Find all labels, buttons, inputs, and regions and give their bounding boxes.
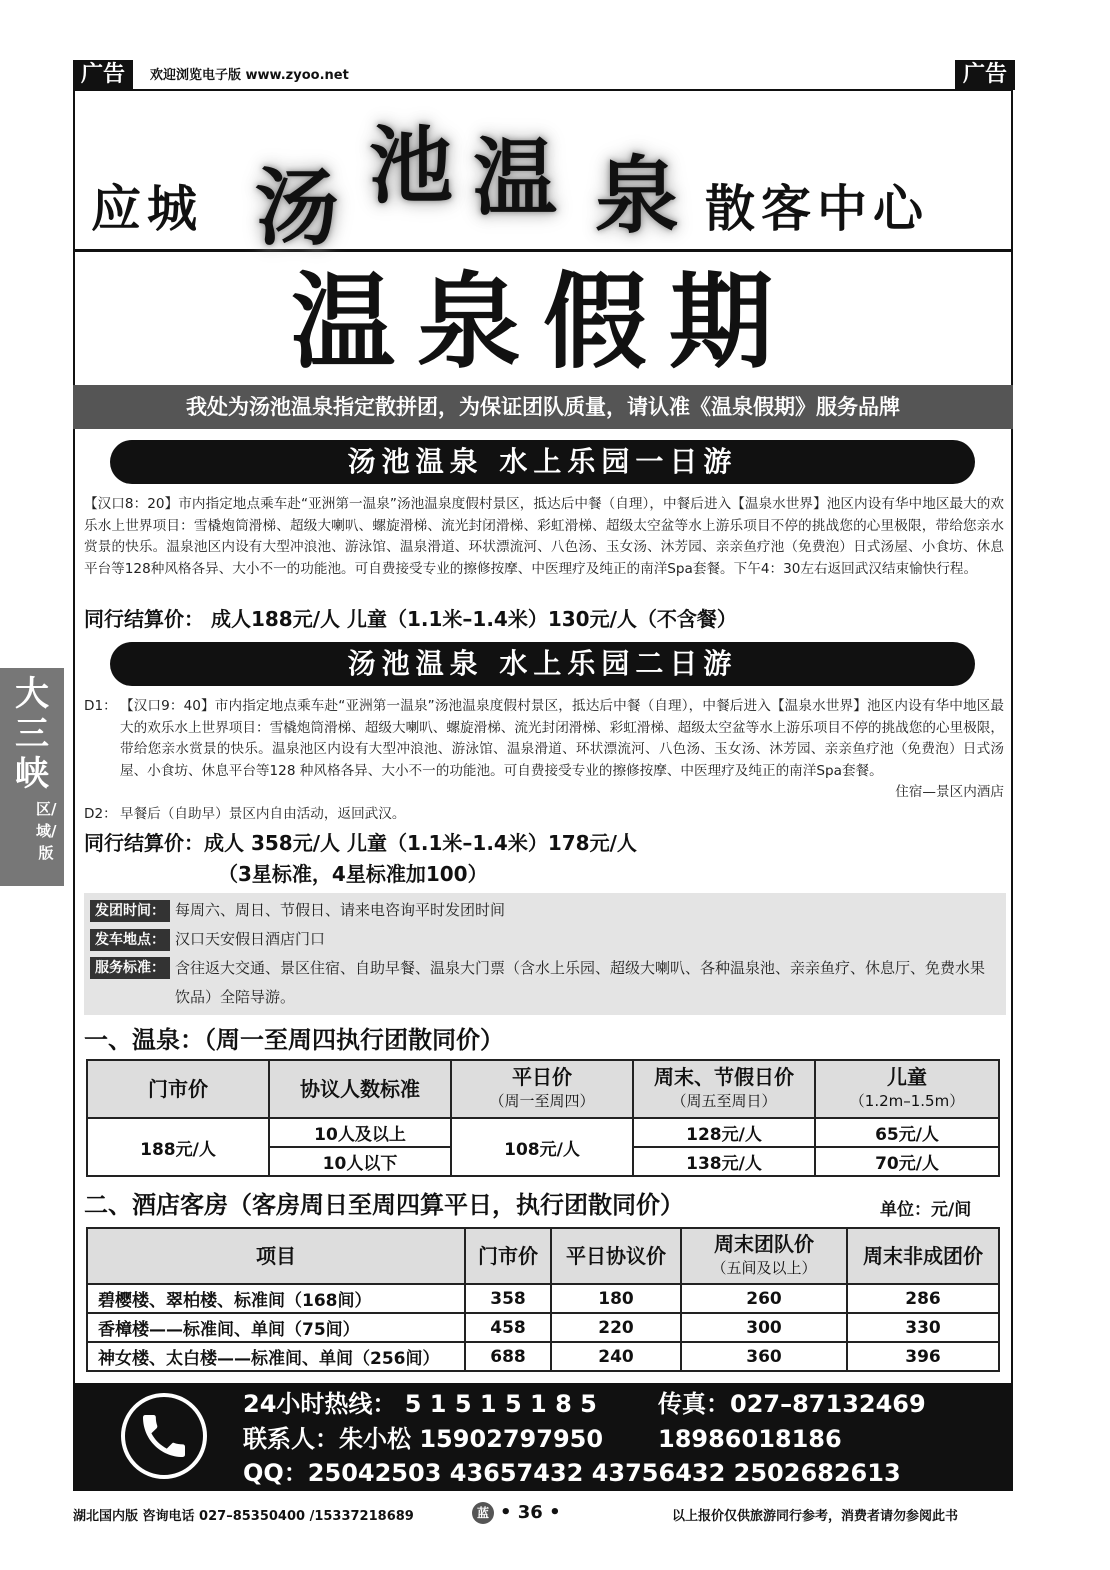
page-number: • 36 • <box>500 1502 561 1523</box>
col-child-sub: （1.2m–1.5m） <box>849 1092 965 1110</box>
side-edition-tab <box>0 668 64 886</box>
tour1-price: 同行结算价： 成人188元/人 儿童（1.1米–1.4米）130元/人（不含餐） <box>84 607 737 631</box>
tour2-price: 同行结算价：成人 358元/人 儿童（1.1米–1.4米）178元/人 <box>84 831 637 855</box>
col-child <box>815 1060 999 1118</box>
tour2-price-note: （3星标准，4星标准加100） <box>218 862 488 886</box>
title-prefix: 应城 <box>91 179 203 238</box>
col-weekend-group-label: 周末团队价 <box>714 1232 814 1256</box>
hotel-single: 286 <box>847 1284 999 1313</box>
hotel-group: 260 <box>681 1284 847 1313</box>
hotel-table <box>86 1227 1000 1372</box>
hotel-heading: 二、酒店客房（客房周日至周四算平日，执行团散同价） <box>84 1191 684 1219</box>
col-weekend-label: 周末、节假日价 <box>654 1065 794 1089</box>
fax: 传真：027–87132469 <box>658 1390 926 1418</box>
tour2-stay: 住宿—景区内酒店 <box>860 782 1004 804</box>
col-group: 协议人数标准 <box>269 1060 451 1118</box>
table-row <box>87 1284 999 1313</box>
footer-right: 以上报价仅供旅游同行参考，消费者请勿参阅此书 <box>672 1509 959 1524</box>
col-weekday <box>451 1060 633 1118</box>
edition-badge-icon: 蓝 <box>472 1502 494 1524</box>
side-title: 大三峡 <box>15 674 49 794</box>
pickup-row <box>90 928 325 951</box>
hotel-retail: 358 <box>465 1284 551 1313</box>
table-row <box>87 1118 999 1147</box>
title-suffix: 散客中心 <box>705 179 929 238</box>
brand-banner: 我处为汤池温泉指定散拼团，为保证团队质量，请认准《温泉假期》服务品牌 <box>73 385 1013 429</box>
child-price: 70元/人 <box>815 1147 999 1176</box>
qq-numbers: QQ：25042503 43657432 43756432 2502682613 <box>243 1459 901 1487</box>
tour2-d1-label: D1： <box>84 698 117 714</box>
col-hotel-retail: 门市价 <box>465 1228 551 1284</box>
hotel-retail: 688 <box>465 1342 551 1371</box>
weekday-price: 108元/人 <box>451 1118 633 1176</box>
hotspring-table <box>86 1059 1000 1177</box>
welcome-text: 欢迎浏览电子版 www.zyoo.net <box>150 68 349 83</box>
service-row <box>90 957 994 1012</box>
hotel-unit: 单位：元/间 <box>880 1200 972 1220</box>
table-row <box>87 1313 999 1342</box>
hotel-item: 碧樱楼、翠柏楼、标准间（168间） <box>87 1284 465 1313</box>
col-child-label: 儿童 <box>887 1065 927 1089</box>
col-weekday-label: 平日价 <box>512 1065 572 1089</box>
pickup-label: 发车地点： <box>90 929 170 951</box>
pickup-text: 汉口天安假日酒店门口 <box>175 930 326 948</box>
weekend-price: 128元/人 <box>633 1118 815 1147</box>
hotel-weekday: 220 <box>551 1313 681 1342</box>
depart-row <box>90 899 505 922</box>
brand-char-2: 池 <box>369 116 454 215</box>
service-text: 含往返大交通、景区住宿、自助早餐、温泉大门票（含水上乐园、超级大喇叭、各种温泉池、亲亲鱼疗、休息厅、免费水果饮品）全陪导游。 <box>175 959 986 1006</box>
holiday-title: 温泉假期 <box>290 260 795 383</box>
tour1-title: 汤池温泉 水上乐园一日游 <box>110 440 975 484</box>
retail-price: 188元/人 <box>87 1118 269 1176</box>
hotline: 24小时热线： 5 1 5 1 5 1 8 5 <box>243 1390 597 1418</box>
tour2-d2-label: D2： <box>84 806 117 822</box>
hotel-weekday: 240 <box>551 1342 681 1371</box>
hotel-group: 300 <box>681 1313 847 1342</box>
group-size: 10人及以上 <box>269 1118 451 1147</box>
group-size: 10人以下 <box>269 1147 451 1176</box>
brand-char-4: 泉 <box>595 146 680 245</box>
child-price: 65元/人 <box>815 1118 999 1147</box>
table-row <box>87 1342 999 1371</box>
col-weekend-sub: （周五至周日） <box>671 1092 777 1110</box>
ad-tag-left: 广告 <box>73 60 133 90</box>
hotel-item: 香樟楼——标准间、单间（75间） <box>87 1313 465 1342</box>
col-retail: 门市价 <box>87 1060 269 1118</box>
hotel-weekday: 180 <box>551 1284 681 1313</box>
brand-char-1: 汤 <box>255 158 340 257</box>
hotel-single: 396 <box>847 1342 999 1371</box>
hotel-retail: 458 <box>465 1313 551 1342</box>
col-hotel-weekday: 平日协议价 <box>551 1228 681 1284</box>
contact-block <box>73 1383 1013 1491</box>
phone-icon <box>121 1393 207 1479</box>
col-weekend <box>633 1060 815 1118</box>
contact-person: 联系人：朱小松 15902797950 <box>243 1425 604 1453</box>
col-weekday-sub: （周一至周四） <box>489 1092 595 1110</box>
col-weekend-single: 周末非成团价 <box>847 1228 999 1284</box>
hotel-single: 330 <box>847 1313 999 1342</box>
depart-text: 每周六、周日、节假日、请来电咨询平时发团时间 <box>175 901 506 919</box>
col-weekend-group-sub: （五间及以上） <box>711 1259 817 1277</box>
service-label: 服务标准： <box>90 957 170 979</box>
footer-left: 湖北国内版 咨询电话 027–85350400 /15337218689 <box>73 1509 414 1524</box>
col-weekend-group <box>681 1228 847 1284</box>
info-box <box>84 893 1006 1015</box>
side-edition: 区/域/版 <box>36 800 57 862</box>
col-item: 项目 <box>87 1228 465 1284</box>
hotel-item: 神女楼、太白楼——标准间、单间（256间） <box>87 1342 465 1371</box>
hotspring-heading: 一、温泉：（周一至周四执行团散同价） <box>84 1026 504 1054</box>
weekend-price: 138元/人 <box>633 1147 815 1176</box>
tour2-title: 汤池温泉 水上乐园二日游 <box>110 642 975 686</box>
tour1-description: 【汉口8：20】市内指定地点乘车赴“亚洲第一温泉”汤池温泉度假村景区，抵达后中餐（自理），中餐后进入【温泉水世界】池区内设有华中地区最大的欢乐水上世界项目：雪橇炮筒滑梯、超级大喇叭、螺旋滑梯、流光封闭滑梯、彩虹滑梯、超级太空盆等水上游乐项目不停的挑战您的心里极限，带给您亲水赏景的快乐。温泉池区内设有大型冲浪池、游泳馆、温泉滑道、环状漂流河、八色汤、玉女汤、沐芳园、亲亲鱼疗池（免费泡）日式汤屋、小食坊、休息平台等128种风格各异、大小不一的功能池。可自费接受专业的擦修按摩、中医理疗及纯正的南洋Spa套餐。下午4：30左右返回武汉结束愉快行程。 <box>84 496 1004 577</box>
tour2-d2: 早餐后（自助早）景区内自由活动，返回武汉。 <box>120 806 406 822</box>
title-box <box>73 89 1013 257</box>
tour2-d1: 【汉口9：40】市内指定地点乘车赴“亚洲第一温泉”汤池温泉度假村景区，抵达后中餐（自理），中餐后进入【温泉水世界】池区内设有华中地区最大的欢乐水上世界项目：雪橇炮筒滑梯、超级大喇叭、螺旋滑梯、流光封闭滑梯、彩虹滑梯、超级太空盆等水上游乐项目不停的挑战您的心里极限，带给您亲水赏景的快乐。温泉池区内设有大型冲浪池、游泳馆、温泉滑道、环状漂流河、八色汤、玉女汤、沐芳园、亲亲鱼疗池（免费泡）日式汤屋、小食坊、休息平台等128 种风格各异、大小不一的功能池。可自费接受专业的擦修按摩、中医理疗及纯正的南洋Spa套餐。 <box>120 698 1004 779</box>
brand-char-3: 温 <box>473 128 558 227</box>
depart-label: 发团时间： <box>90 900 170 922</box>
hotel-group: 360 <box>681 1342 847 1371</box>
ad-tag-right: 广告 <box>955 60 1015 90</box>
phone-icon-glyph <box>136 1408 192 1464</box>
contact-phone2: 18986018186 <box>658 1425 842 1453</box>
